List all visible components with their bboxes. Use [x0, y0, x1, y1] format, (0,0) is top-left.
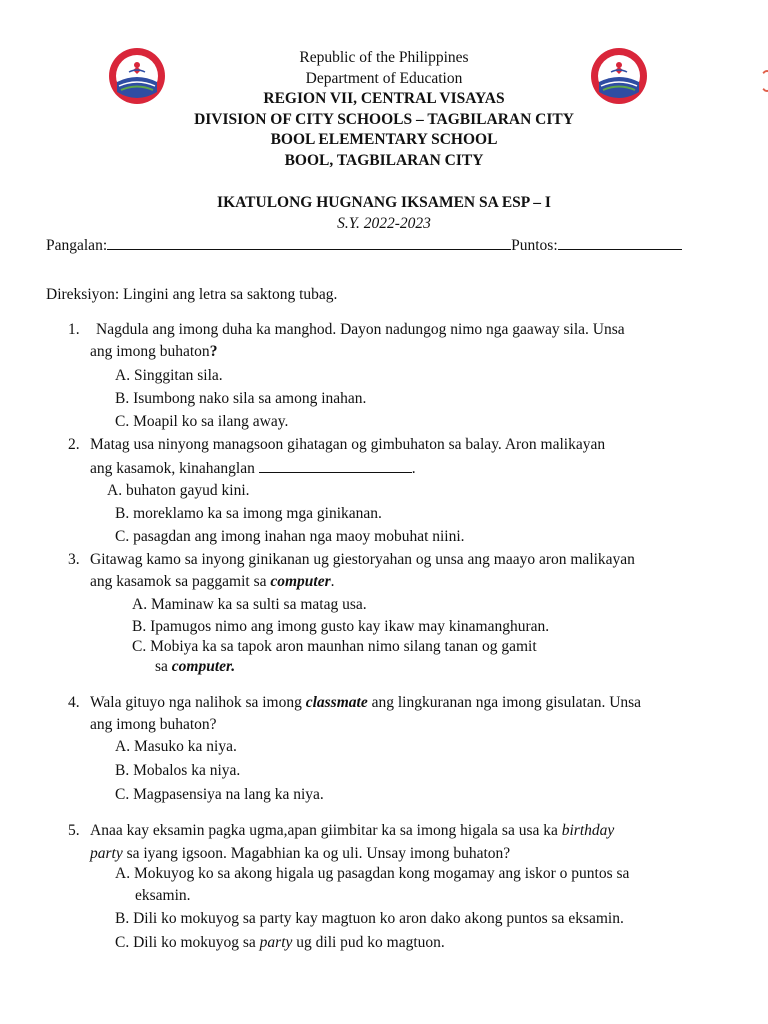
emphasized-term: birthday: [561, 822, 615, 839]
question-end: .: [330, 573, 335, 590]
question-number: 3.: [68, 551, 80, 568]
question-text-part: ang kasamok, kinahanglan: [90, 460, 255, 477]
option-a[interactable]: A. Mokuyog ko sa akong higala ug pasagdan kong mogamay ang iskor o puntos sa: [115, 865, 630, 882]
header-line-school: BOOL ELEMENTARY SCHOOL: [270, 131, 498, 148]
header-line-division: DIVISION OF CITY SCHOOLS – TAGBILARAN CITY: [194, 110, 574, 128]
option-a[interactable]: A. Maminaw ka sa sulti sa matag usa.: [132, 596, 367, 613]
question-number: 1.: [68, 321, 80, 338]
question-text-cont: [90, 457, 416, 480]
question-text: [90, 692, 641, 714]
option-b[interactable]: B. Dili ko mokuyog sa party kay magtuon ko aron dako akong puntos sa eksamin.: [115, 910, 624, 927]
header-line-region: REGION VII, CENTRAL VISAYAS: [263, 90, 505, 107]
question-text-part: ang imong buhaton: [90, 343, 210, 360]
question-number: 2.: [68, 436, 80, 453]
option-c[interactable]: C. pasagdan ang imong inahan nga maoy mobuhat niini.: [115, 528, 465, 545]
emphasized-term: classmate: [305, 694, 368, 711]
directions: Direksiyon: Lingini ang letra sa saktong tubag.: [46, 286, 338, 303]
option-b[interactable]: B. Mobalos ka niya.: [115, 762, 241, 779]
emphasized-term: computer: [270, 573, 331, 590]
exam-title: IKATULONG HUGNANG IKSAMEN SA ESP – I: [217, 194, 551, 211]
option-a[interactable]: A. Masuko ka niya.: [115, 738, 237, 755]
question-number: 4.: [68, 694, 80, 711]
option-a-cont: eksamin.: [135, 887, 191, 904]
question-text-cont: [90, 571, 335, 593]
option-c[interactable]: [115, 932, 445, 954]
option-text-part: C. Dili ko mokuyog sa: [115, 934, 260, 951]
header-line-address: BOOL, TAGBILARAN CITY: [284, 151, 484, 169]
question-text-part: ang kasamok sa paggamit sa: [90, 573, 271, 590]
question-text: [90, 820, 614, 842]
option-a[interactable]: A. buhaton gayud kini.: [107, 482, 250, 499]
option-c[interactable]: C. Mobiya ka sa tapok aron maunhan nimo silang tanan og gamit: [132, 638, 537, 655]
option-b[interactable]: B. Isumbong nako sila sa among inahan.: [115, 390, 367, 407]
header-line-department: Department of Education: [305, 69, 463, 87]
name-blank[interactable]: [107, 234, 511, 250]
letterhead: [0, 48, 768, 171]
name-label: Pangalan:: [46, 237, 108, 254]
question-mark: ?: [209, 343, 218, 360]
score-label: Puntos:: [511, 237, 558, 254]
question-end: .: [411, 460, 416, 477]
question-text-part: sa iyang igsoon. Magabhian ka og uli. Unsay imong buhaton?: [122, 845, 511, 862]
question-text-cont: ang imong buhaton?: [90, 716, 217, 733]
school-year: S.Y. 2022-2023: [337, 214, 431, 232]
option-b[interactable]: B. Ipamugos nimo ang imong gusto kay ikaw may kinamanghuran.: [132, 618, 550, 635]
option-c[interactable]: C. Magpasensiya na lang ka niya.: [115, 786, 324, 803]
question-text-part: ang lingkuranan nga imong gisulatan. Unsa: [367, 694, 642, 711]
question-text-part: Anaa kay eksamin pagka ugma,apan giimbitar ka sa imong higala sa usa ka: [90, 822, 562, 839]
question-text: Nagdula ang imong duha ka manghod. Dayon nadungog nimo nga gaaway sila. Unsa: [96, 321, 625, 338]
header-line-republic: Republic of the Philippines: [299, 49, 469, 66]
emphasized-term: party: [259, 934, 293, 951]
question-number: 5.: [68, 822, 80, 839]
option-c-cont: [155, 656, 235, 678]
exam-heading: [0, 193, 768, 234]
question-text-cont: [90, 843, 510, 865]
option-b[interactable]: B. moreklamo ka sa imong mga ginikanan.: [115, 505, 382, 522]
option-text-part: sa: [155, 658, 172, 675]
score-blank[interactable]: [558, 234, 682, 250]
question-text: Matag usa ninyong managsoon gihatagan og gimbuhaton sa balay. Aron malikayan: [90, 436, 606, 453]
answer-blank[interactable]: [259, 457, 412, 473]
option-a[interactable]: A. Singgitan sila.: [115, 367, 223, 384]
emphasized-term: party: [90, 845, 123, 862]
option-text-part: ug dili pud ko magtuon.: [292, 934, 445, 951]
question-text-part: Wala gituyo nga nalihok sa imong: [90, 694, 306, 711]
emphasized-term: computer.: [171, 658, 236, 675]
question-text: Gitawag kamo sa inyong ginikanan ug giestoryahan og unsa ang maayo aron malikayan: [90, 551, 635, 568]
question-text-cont: [90, 341, 217, 363]
name-score-line: [46, 234, 682, 257]
option-c[interactable]: C. Moapil ko sa ilang away.: [115, 413, 289, 430]
